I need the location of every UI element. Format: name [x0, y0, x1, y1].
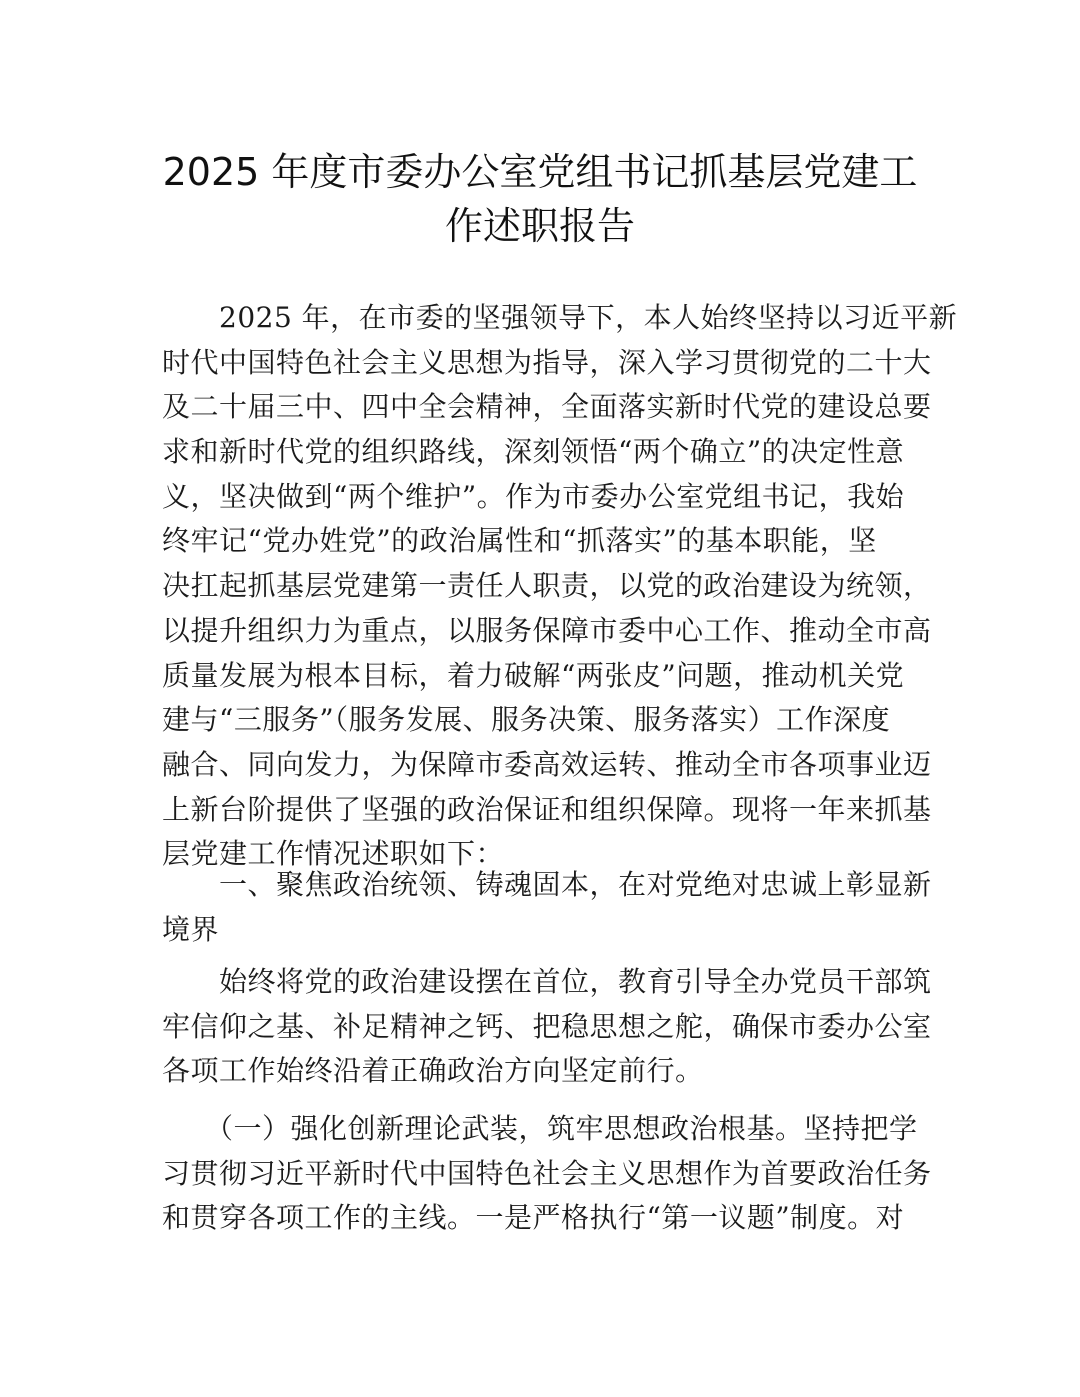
- paragraph-line: 上新台阶提供了坚强的政治保证和组织保障。现将一年来抓基: [162, 792, 932, 826]
- paragraph-line: 及二十届三中、四中全会精神，全面落实新时代党的建设总要: [162, 390, 932, 424]
- paragraph-line: 质量发展为根本目标，着力破解“两张皮”问题，推动机关党: [162, 658, 905, 692]
- paragraph-line: 习贯彻习近平新时代中国特色社会主义思想作为首要政治任务: [162, 1156, 932, 1190]
- paragraph-line: 决扛起抓基层党建第一责任人职责，以党的政治建设为统领，: [162, 569, 932, 603]
- paragraph-line: 2025 年，在市委的坚强领导下，本人始终坚持以习近平新: [162, 301, 958, 334]
- paragraph-line: 义，坚决做到“两个维护”。作为市委办公室党组书记，我始: [162, 479, 905, 513]
- paragraph-line: 终牢记“党办姓党”的政治属性和“抓落实”的基本职能，坚: [162, 524, 877, 558]
- paragraph-line: 建与“三服务”（服务发展、服务决策、服务落实）工作深度: [162, 703, 891, 737]
- paragraph-line: 和贯穿各项工作的主线。一是严格执行“第一议题”制度。对: [162, 1201, 905, 1235]
- paragraph-line: 各项工作始终沿着正确政治方向坚定前行。: [162, 1054, 704, 1088]
- paragraph-line: 时代中国特色社会主义思想为指导，深入学习贯彻党的二十大: [162, 345, 932, 379]
- section-heading-1: [162, 863, 932, 952]
- intro-paragraph: [162, 296, 958, 877]
- paragraph-line: 牢信仰之基、补足精神之钙、把稳思想之舵，确保市委办公室: [162, 1009, 932, 1043]
- paragraph-line: 融合、同向发力，为保障市委高效运转、推动全市各项事业迈: [162, 747, 932, 781]
- section-1-paragraph: [162, 960, 932, 1094]
- subsection-1-paragraph: [162, 1107, 932, 1241]
- paragraph-line: （一）强化创新理论武装，筑牢思想政治根基。坚持把学: [162, 1112, 918, 1145]
- heading-line: 境界: [162, 912, 220, 946]
- document-title-line-2: 作述职报告: [444, 204, 635, 248]
- paragraph-line: 始终将党的政治建设摆在首位，教育引导全办党员干部筑: [162, 965, 932, 998]
- document-title-line-1: 2025 年度市委办公室党组书记抓基层党建工: [162, 150, 918, 194]
- paragraph-line: 以提升组织力为重点，以服务保障市委中心工作、推动全市高: [162, 613, 932, 647]
- paragraph-line: 求和新时代党的组织路线，深刻领悟“两个确立”的决定性意: [162, 435, 905, 469]
- paragraph-line: 层党建工作情况述职如下：: [162, 837, 505, 871]
- heading-line: 一、聚焦政治统领、铸魂固本，在对党绝对忠诚上彰显新: [162, 868, 932, 901]
